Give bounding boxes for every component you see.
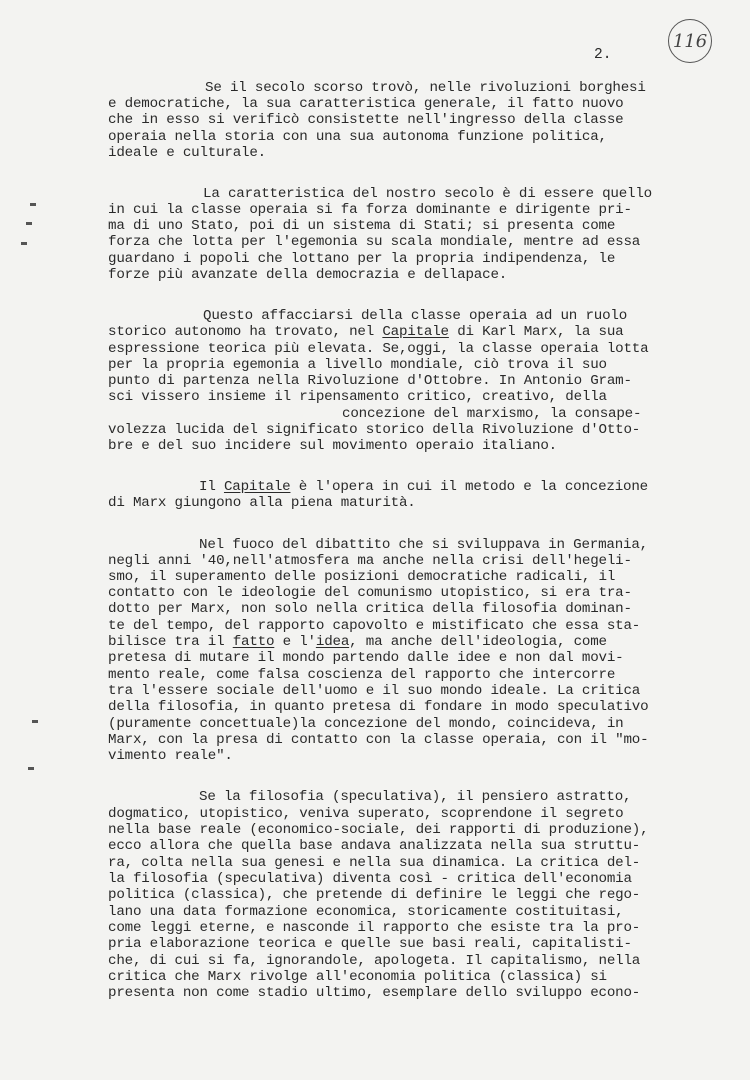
underlined-title: Capitale — [223, 479, 291, 495]
text-line: tra l'essere sociale dell'uomo e il suo mondo ideale. La critica — [108, 683, 641, 699]
text-line: Nel fuoco del dibattito che si sviluppava in Germania, — [199, 537, 648, 553]
text-line: ideale e culturale. — [108, 145, 266, 161]
text-line: negli anni '40,nell'atmosfera ma anche nella crisi dell'hegeli- — [108, 553, 632, 569]
text-line: volezza lucida del significato storico della Rivoluzione d'Otto- — [108, 422, 641, 438]
underlined-title: Capitale — [382, 324, 449, 340]
text-line: che in esso si verificò consistette nell'ingresso della classe — [108, 112, 624, 128]
text-line: storico autonomo ha trovato, nel Capitale di Karl Marx, la sua — [108, 324, 624, 340]
text-line: bre e del suo incidere sul movimento operaio italiano. — [108, 438, 557, 454]
text-line: politica (classica), che pretende di definire le leggi che rego- — [108, 887, 641, 903]
margin-mark — [32, 720, 38, 723]
text-line: Se il secolo scorso trovò, nelle rivoluzioni borghesi — [205, 80, 646, 96]
text-line: per la propria egemonia a livello mondiale, ciò trova il suo — [108, 357, 607, 373]
text-line: Questo affacciarsi della classe operaia ad un ruolo — [203, 308, 628, 324]
text-line: lano una data formazione economica, storicamente costituitasi, — [108, 904, 624, 920]
text-line: punto di partenza nella Rivoluzione d'Ottobre. In Antonio Gram- — [108, 373, 632, 389]
text-line: dotto per Marx, non solo nella critica della filosofia dominan- — [108, 601, 632, 617]
text-line: te del tempo, del rapporto capovolto e mistificato che essa sta- — [108, 618, 641, 634]
text-line: come leggi eterne, e nasconde il rapporto che esiste tra la pro- — [108, 920, 641, 936]
margin-mark — [21, 242, 27, 245]
text-line: concezione del marxismo, la consape- — [342, 406, 642, 422]
text-line: (puramente concettuale)la concezione del mondo, coincideva, in — [108, 716, 624, 732]
text-line: forza che lotta per l'egemonia su scala mondiale, mentre ad essa — [108, 234, 641, 250]
text-line: bilisce tra il fatto e l'idea, ma anche dell'ideologia, come — [108, 634, 607, 650]
text-line: di Marx giungono alla piena maturità. — [108, 495, 416, 511]
text-line: mento reale, come falsa coscienza del rapporto che intercorre — [108, 667, 616, 683]
text-line: presenta non come stadio ultimo, esemplare dello sviluppo econo- — [108, 985, 641, 1001]
text-line: ma di uno Stato, poi di un sistema di Stati; si presenta come — [108, 218, 616, 234]
text-line: espressione teorica più elevata. Se,oggi, la classe operaia lotta — [108, 341, 649, 357]
margin-mark — [28, 767, 34, 770]
text-line: e democratiche, la sua caratteristica generale, il fatto nuovo — [108, 96, 624, 112]
text-line: operaia nella storia con una sua autonoma funzione politica, — [108, 129, 607, 145]
text-line: della filosofia, in quanto pretesa di fondare in modo speculativo — [108, 699, 649, 715]
underlined-word: fatto — [232, 634, 275, 650]
text-line: dogmatico, utopistico, veniva superato, scoprendone il segreto — [108, 806, 624, 822]
margin-mark — [26, 222, 32, 225]
text-line: guardano i popoli che lottano per la propria indipendenza, le — [108, 251, 616, 267]
text-line: smo, il superamento delle posizioni democratiche radicali, il — [108, 569, 616, 585]
text-line: la filosofia (speculativa) diventa così - critica dell'economia — [108, 871, 632, 887]
page-number: 2. — [594, 47, 612, 63]
text-line: contatto con le ideologie del comunismo utopistico, si era tra- — [108, 585, 632, 601]
margin-mark — [30, 203, 36, 206]
text-line: Se la filosofia (speculativa), il pensiero astratto, — [199, 789, 632, 805]
text-line: pria elaborazione teorica e quelle sue basi reali, capitalisti- — [108, 936, 632, 952]
text-line: che, di cui si fa, ignorandole, apologeta. Il capitalismo, nella — [108, 953, 641, 969]
text-line: ra, colta nella sua genesi e nella sua dinamica. La critica del- — [108, 855, 641, 871]
text-line: Marx, con la presa di contatto con la classe operaia, con il "mo- — [108, 732, 649, 748]
text-line: pretesa di mutare il mondo partendo dalle idee e non dal movi- — [108, 650, 624, 666]
text-line: La caratteristica del nostro secolo è di essere quello — [203, 186, 652, 202]
archive-stamp: 116 — [668, 19, 712, 63]
text-line: sci vissero insieme il ripensamento critico, creativo, della — [108, 389, 607, 405]
text-line: vimento reale". — [108, 748, 233, 764]
text-line: forze più avanzate della democrazia e dellapace. — [108, 267, 508, 283]
text-line: in cui la classe operaia si fa forza dominante e dirigente pri- — [108, 202, 632, 218]
text-line: ecco allora che quella base andava analizzata nella sua struttu- — [108, 838, 641, 854]
text-line: critica che Marx rivolge all'economia politica (classica) si — [108, 969, 607, 985]
text-line: Il Capitale è l'opera in cui il metodo e la concezione — [199, 479, 648, 495]
text-line: nella base reale (economico-sociale, dei rapporti di produzione), — [108, 822, 649, 838]
underlined-word: idea — [315, 634, 350, 650]
